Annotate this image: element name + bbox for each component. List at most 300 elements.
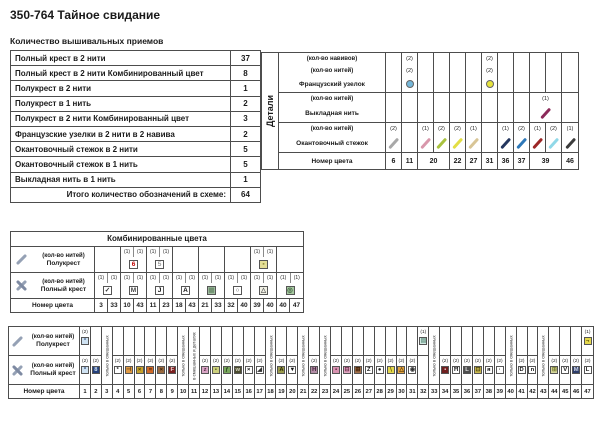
stitch-symbol: ×: [136, 366, 144, 374]
usage-note: только в смешанных: [180, 334, 186, 377]
strands-count: (2): [343, 358, 350, 364]
edging-stitch-line-wrap: [418, 135, 433, 152]
summary-row-value: 2: [243, 129, 248, 139]
combined-full-cell: [121, 273, 147, 299]
summary-row: [11, 127, 260, 142]
summary-row-label: Окантовочный стежок в 1 нить: [11, 157, 231, 171]
summary-row-value: 1: [243, 175, 248, 185]
color-number-cell: 16: [244, 385, 255, 398]
symbol-wrap: [276, 366, 286, 384]
color-number-cell: 36: [462, 385, 473, 398]
symbol-wrap: [233, 366, 243, 384]
stitch-count-summary-table: [10, 50, 261, 203]
strands-count: (2): [202, 358, 208, 364]
color-number-cell: 39: [495, 385, 506, 398]
strands-count: (2): [453, 358, 459, 364]
summary-row: [11, 142, 260, 157]
half-stitch-label: Полукрест: [46, 259, 81, 267]
details-edging-cell: [546, 123, 562, 153]
color-number-cell: 26: [353, 385, 364, 398]
main-half-cell: [342, 327, 353, 356]
color-number-cell: 42: [528, 385, 539, 398]
french-knot-symbol: [406, 80, 414, 88]
edging-stitch-label-row: [279, 123, 385, 153]
main-note-cell: [298, 327, 309, 385]
symbol-wrap: [287, 366, 297, 384]
symbol-wrap: [80, 337, 90, 355]
details-side-title: [262, 53, 279, 169]
main-note-cell: [189, 327, 200, 385]
edging-stitch-line: [548, 138, 559, 149]
half-stitch-label-row: [11, 247, 94, 273]
color-number-cell: 37: [473, 385, 484, 398]
summary-row: [11, 157, 260, 172]
stitch-symbol: ◎: [287, 287, 293, 294]
symbol-wrap: [375, 366, 385, 384]
french-knot-symbol-wrap: [486, 76, 494, 92]
symbol-wrap: [440, 366, 450, 384]
stitch-symbol: я: [485, 366, 493, 374]
color-number-cell: 28: [375, 385, 386, 398]
strands-count: (2): [125, 358, 132, 364]
strands-count: (1): [584, 329, 591, 335]
pair-counts: [199, 273, 224, 283]
strands-count-label: (кол-во нитей): [42, 278, 85, 285]
main-half-cell: [287, 327, 298, 356]
wraps-count-label: (кол-во навивов): [306, 55, 358, 62]
strands-count-label: (кол-во нитей): [31, 334, 75, 340]
symbol-wrap: [135, 366, 145, 384]
main-half-cell: [233, 327, 244, 356]
strands-count: (2): [464, 358, 470, 364]
main-half-cell: [145, 327, 156, 356]
edging-stitch-line: [516, 138, 527, 149]
edging-stitch-line-wrap: [386, 135, 401, 152]
page-title: 350-764 Тайное свидание: [10, 8, 161, 22]
stitch-symbol: ▪: [332, 366, 340, 374]
pair-counts: [147, 247, 172, 257]
color-number-cell: 34: [440, 385, 451, 398]
strands-count: (2): [114, 358, 121, 364]
color-number-label: Номер цвета: [31, 302, 73, 309]
details-knot-cell: [418, 53, 434, 93]
main-note-cell: [538, 327, 549, 385]
usage-note: только в смешанных: [540, 334, 546, 377]
summary-row-label: Полный крест в 2 нити: [11, 51, 231, 65]
color-number-cell: 17: [255, 385, 266, 398]
symbol-wrap: [342, 366, 352, 384]
combined-row-labels: [11, 247, 95, 312]
main-half-cell: [462, 327, 473, 356]
stitch-symbol: ·: [496, 366, 504, 374]
details-color-number-cell: 46: [566, 157, 574, 165]
details-laid-cell: [514, 93, 530, 123]
details-edging-cell: [562, 123, 578, 153]
pair-counts: [225, 273, 250, 283]
strands-count: (1): [133, 273, 146, 283]
color-number-label-row: [9, 385, 79, 398]
main-full-cell: [124, 356, 135, 385]
details-edging-cell: [450, 123, 466, 153]
details-edging-cell: [514, 123, 530, 153]
details-edging-cell: [498, 123, 514, 153]
main-full-cell: [91, 356, 102, 385]
stitch-symbol: ○: [233, 286, 242, 295]
symbol-wrap: [95, 283, 120, 298]
symbol-wrap: [517, 366, 527, 384]
details-color-number-cell: 31: [482, 153, 498, 169]
strands-count: (1): [290, 273, 304, 283]
combined-half-cell: [173, 247, 199, 273]
usage-note: только в смешанных: [508, 334, 514, 377]
summary-row-value: 37: [241, 53, 250, 63]
strands-count-label: (кол-во нитей): [42, 252, 85, 259]
stitch-symbol: z: [201, 366, 209, 374]
pair-counts: [173, 273, 198, 283]
strands-count: (2): [485, 358, 492, 364]
symbol-wrap: [145, 366, 155, 384]
main-full-cell: [528, 356, 539, 385]
symbol-wrap: [473, 366, 483, 384]
details-knot-cell: [562, 53, 578, 93]
main-full-cell: [462, 356, 473, 385]
main-half-cell: [353, 327, 364, 356]
main-full-cell: [167, 356, 178, 385]
french-knot-label: Французский узелок: [299, 80, 365, 88]
stitch-symbol: ⊞: [551, 367, 557, 373]
color-number-cell: 4: [113, 385, 124, 398]
stitch-symbol: =: [146, 366, 154, 374]
strands-count: (2): [486, 67, 493, 74]
color-number-cell: 11: [147, 299, 160, 312]
main-half-cell: [135, 327, 146, 356]
main-full-cell: [495, 356, 506, 385]
summary-row-value: 5: [243, 159, 248, 169]
strands-count: (1): [159, 247, 172, 257]
stitch-symbol: ƒ: [223, 366, 231, 374]
edging-stitch-line: [420, 138, 431, 149]
main-half-cell: [397, 327, 408, 356]
main-note-cell: [429, 327, 440, 385]
combined-full-cell: [147, 273, 173, 299]
edging-stitch-line-wrap: [498, 135, 513, 152]
color-number-cell: 24: [331, 385, 342, 398]
color-number-cell: 35: [451, 385, 462, 398]
strands-count: (1): [253, 249, 261, 255]
summary-row-label: Итого количество обозначений в схеме:: [11, 188, 231, 202]
main-note-cell: [178, 327, 189, 385]
main-half-cell: [244, 327, 255, 356]
strands-count: (2): [278, 358, 285, 364]
strands-count: (1): [185, 273, 198, 283]
color-number-cell: 18: [173, 299, 186, 312]
stitch-symbol: Ħ: [453, 367, 459, 373]
usage-note: в смешанных и деталях: [191, 331, 197, 380]
strands-count: (2): [92, 358, 99, 364]
stitch-symbol: ⊞: [355, 367, 361, 373]
usage-note: только в смешанных: [300, 334, 306, 377]
stitch-symbol: F: [168, 366, 176, 374]
main-full-cell: [353, 356, 364, 385]
stitch-symbol: ∖: [387, 366, 395, 374]
main-note-cell: [506, 327, 517, 385]
color-number-cell: 2: [91, 385, 102, 398]
strands-count: (2): [82, 329, 88, 335]
strands-count: (1): [107, 273, 120, 283]
main-full-cell: [287, 356, 298, 385]
summary-row-label: Окантовочный стежок в 2 нити: [11, 142, 231, 156]
symbol-wrap: [331, 366, 341, 384]
stitch-symbol: △: [399, 367, 404, 373]
color-number-cell: 5: [124, 385, 135, 398]
main-color-key-table: [8, 326, 594, 399]
stitch-symbol: L: [463, 366, 471, 374]
stitch-symbol: ▤: [420, 338, 427, 344]
color-number-cell: 9: [167, 385, 178, 398]
combined-half-cell: [251, 247, 277, 273]
summary-row: [11, 173, 260, 188]
details-knot-cell: [530, 53, 546, 93]
strands-count: (2): [169, 358, 176, 364]
wraps-count: (2): [406, 55, 413, 62]
main-half-cell: [528, 327, 539, 356]
color-number-cell: 19: [276, 385, 287, 398]
color-number-cell: 41: [517, 385, 528, 398]
strands-count: (2): [529, 358, 536, 364]
stitch-symbol: ¬: [584, 337, 592, 345]
french-knot-symbol: [486, 80, 494, 88]
strands-count: (2): [442, 358, 449, 364]
stitch-symbol: △: [261, 287, 266, 294]
main-half-cell: [124, 327, 135, 356]
details-laid-cell: [450, 93, 466, 123]
symbol-wrap: [124, 366, 134, 384]
strands-count: (2): [311, 358, 318, 364]
color-number-cell: 33: [212, 299, 225, 312]
edging-stitch-line: [565, 138, 576, 149]
summary-row-value: 8: [243, 68, 248, 78]
combined-full-cell: [277, 273, 303, 299]
color-number-cell: 25: [342, 385, 353, 398]
strands-count: (1): [263, 273, 276, 283]
pair-counts: [277, 273, 303, 283]
edging-stitch-line-wrap: [546, 135, 561, 152]
stitch-symbol: Z: [365, 366, 373, 374]
main-full-cell: [407, 356, 418, 385]
main-note-cell: [320, 327, 331, 385]
main-half-cell: [582, 327, 593, 356]
symbol-wrap: [91, 366, 101, 384]
color-number-cell: 8: [156, 385, 167, 398]
main-half-cell: [484, 327, 495, 356]
main-half-cell: [211, 327, 222, 356]
color-number-cell: 11: [189, 385, 200, 398]
symbol-wrap: [80, 366, 90, 384]
laid-thread-line-wrap: [530, 105, 561, 122]
symbol-wrap: [121, 283, 146, 298]
stitch-symbol: ×: [245, 366, 253, 374]
edging-stitch-line-wrap: [530, 135, 545, 152]
stitch-symbol: ⊡: [475, 367, 481, 373]
french-knot-label-row: [279, 53, 385, 93]
full-cross-label: Полный крест: [30, 370, 76, 377]
edging-stitch-line-wrap: [562, 135, 578, 152]
main-full-cell: [386, 356, 397, 385]
summary-row: [11, 188, 260, 202]
main-note-cell: [102, 327, 113, 385]
details-color-number-cell: 20: [418, 153, 450, 169]
details-table: [261, 52, 579, 170]
pair-counts: [251, 247, 276, 257]
strands-count: (2): [365, 358, 372, 364]
color-number-cell: 44: [549, 385, 560, 398]
edging-stitch-line: [532, 138, 543, 149]
strands-count: (2): [584, 358, 591, 364]
stitch-symbol: J: [155, 286, 164, 295]
summary-row-label: Полукрест в 1 нить: [11, 97, 231, 111]
details-laid-cell: [434, 93, 450, 123]
combined-half-cell: [199, 247, 225, 273]
main-half-cell: [418, 327, 429, 356]
main-full-cell: [560, 356, 571, 385]
symbol-wrap: [571, 366, 581, 384]
symbol-wrap: [560, 366, 570, 384]
strands-count: (2): [562, 358, 569, 364]
color-number-cell: 18: [266, 385, 277, 398]
color-number-cell: 23: [160, 299, 173, 312]
symbol-wrap: [147, 257, 172, 272]
symbol-wrap: [277, 283, 303, 298]
symbol-wrap: [462, 366, 472, 384]
strands-count: (2): [158, 358, 165, 364]
color-number-cell: 10: [121, 299, 134, 312]
summary-row-value: 64: [241, 190, 250, 200]
color-number-cell: 43: [538, 385, 549, 398]
color-number-cell: 43: [134, 299, 147, 312]
details-side-title-text: Детали: [265, 94, 275, 128]
strands-count: (1): [97, 275, 105, 281]
strands-count: (1): [123, 249, 131, 255]
combined-half-cell: [95, 247, 121, 273]
stitch-symbol: ✓: [104, 287, 111, 294]
main-full-cell: [331, 356, 342, 385]
strands-count: (1): [133, 247, 146, 257]
main-half-cell: [571, 327, 582, 356]
stitch-symbol: ●: [376, 366, 384, 374]
summary-row: [11, 112, 260, 127]
details-knot-cell: [434, 53, 450, 93]
main-half-cell: [386, 327, 397, 356]
strands-count: (1): [175, 275, 183, 281]
details-color-number-cell: 22: [450, 153, 466, 169]
symbol-wrap: [418, 337, 428, 355]
main-full-cell: [549, 356, 560, 385]
main-full-cell: [582, 356, 593, 385]
main-note-cell: [266, 327, 277, 385]
main-half-cell: [167, 327, 178, 356]
stitch-symbol: A: [279, 367, 284, 373]
combined-full-cell: [95, 273, 121, 299]
stitch-symbol: w: [235, 367, 240, 373]
main-full-cell: [309, 356, 320, 385]
pair-counts: [121, 273, 146, 283]
strands-count: (2): [333, 358, 339, 364]
summary-row-label: Полукрест в 2 нити Комбинированный цвет: [11, 112, 231, 126]
strands-count: (2): [406, 67, 413, 74]
color-number-cell: 1: [80, 385, 91, 398]
details-edging-cell: [402, 123, 418, 153]
color-number-cell: 27: [364, 385, 375, 398]
stitch-symbol: ⊣: [126, 367, 132, 373]
symbol-wrap: [255, 366, 265, 384]
color-number-cell: 43: [186, 299, 199, 312]
color-number-cell: 47: [584, 388, 591, 395]
strands-count: (2): [234, 358, 241, 364]
main-row-labels: [9, 327, 80, 398]
laid-thread-line: [540, 108, 551, 119]
stitch-symbol: ×: [157, 366, 165, 374]
pair-counts: [121, 247, 146, 257]
main-full-cell: [156, 356, 167, 385]
summary-row-label: Полный крест в 2 нити Комбинированный цвет: [11, 66, 231, 80]
color-number-cell: 20: [287, 385, 298, 398]
strands-count: (2): [256, 358, 263, 364]
stitch-symbol: ▦: [208, 287, 215, 294]
combined-full-cell: [173, 273, 199, 299]
main-full-cell: [517, 356, 528, 385]
strands-count: (2): [136, 358, 143, 364]
main-full-cell: [113, 356, 124, 385]
details-knot-cell: [498, 53, 514, 93]
color-number-cell: 46: [571, 385, 582, 398]
main-full-cell: [484, 356, 495, 385]
stitch-symbol: L: [584, 366, 592, 374]
summary-row-value: 2: [243, 99, 248, 109]
details-knot-cell: [514, 53, 530, 93]
stitch-symbol: 5: [155, 260, 164, 269]
french-knot-symbol-wrap: [406, 76, 414, 92]
strands-count: (1): [159, 273, 172, 283]
main-full-cell: [451, 356, 462, 385]
strands-count: (1): [227, 275, 235, 281]
main-half-cell: [200, 327, 211, 356]
main-full-cell: [145, 356, 156, 385]
strands-count: (1): [149, 275, 157, 281]
details-color-number-cell: 6: [386, 153, 402, 169]
summary-row: [11, 51, 260, 66]
color-number-cell: 22: [309, 385, 320, 398]
symbol-wrap: [200, 366, 210, 384]
color-number-cell: 12: [200, 385, 211, 398]
details-laid-cell: [482, 93, 498, 123]
stitch-symbol: *: [81, 366, 89, 374]
strands-count: (1): [201, 275, 209, 281]
main-half-cell: [113, 327, 124, 356]
pair-counts: [95, 273, 120, 283]
color-number-cell: 3: [102, 385, 113, 398]
strands-count: (1): [123, 275, 131, 281]
symbol-wrap: [484, 366, 494, 384]
summary-row: [11, 97, 260, 112]
main-full-cell: [440, 356, 451, 385]
strands-count: (1): [534, 125, 541, 132]
main-full-cell: [80, 356, 91, 385]
stitch-symbol: M: [573, 367, 579, 373]
symbol-wrap: [451, 366, 461, 384]
color-number-cell: 32: [418, 385, 429, 398]
strands-count: (2): [409, 358, 416, 364]
symbol-wrap: [251, 283, 276, 298]
